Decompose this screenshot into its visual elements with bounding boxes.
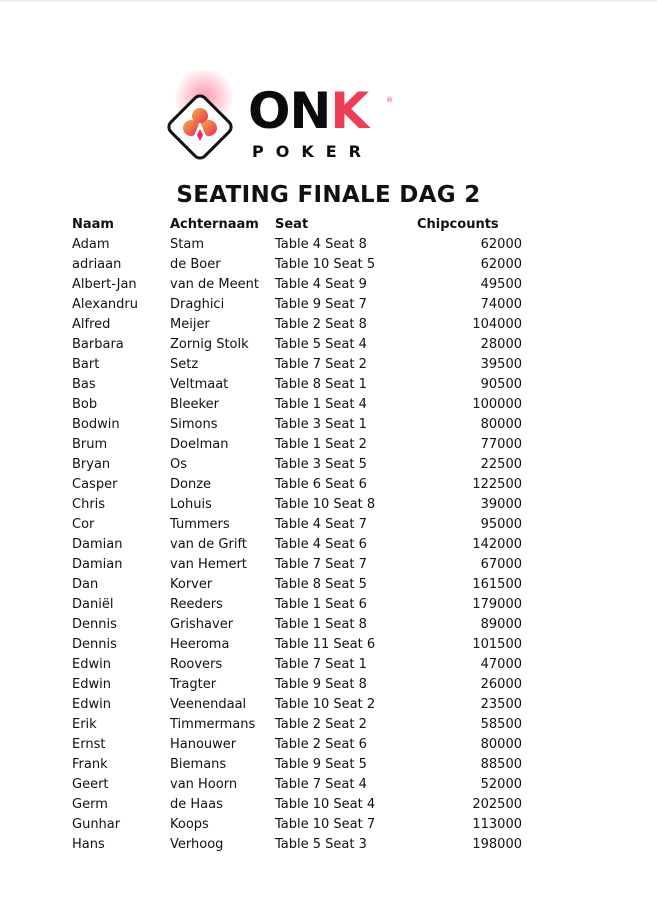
- last-name-cell: Simons: [170, 417, 218, 432]
- table-row: [0, 535, 657, 555]
- first-name-cell: Damian: [72, 537, 123, 552]
- first-name-cell: Casper: [72, 477, 118, 492]
- last-name-cell: Heeroma: [170, 637, 230, 652]
- first-name-cell: Cor: [72, 517, 95, 532]
- table-row: [0, 395, 657, 415]
- table-row: [0, 475, 657, 495]
- table-row: [0, 295, 657, 315]
- first-name-cell: Ernst: [72, 737, 106, 752]
- last-name-cell: Veltmaat: [170, 377, 229, 392]
- last-name-cell: Veenendaal: [170, 697, 247, 712]
- seat-cell: Table 1 Seat 4: [275, 397, 367, 412]
- last-name-cell: Verhoog: [170, 837, 224, 852]
- first-name-cell: Edwin: [72, 657, 111, 672]
- chipcount-cell: 88500: [480, 757, 522, 772]
- column-header-chipcounts: Chipcounts: [417, 217, 499, 232]
- first-name-cell: Bodwin: [72, 417, 120, 432]
- chipcount-cell: 161500: [472, 577, 522, 592]
- table-row: [0, 795, 657, 815]
- seat-cell: Table 11 Seat 6: [275, 637, 376, 652]
- last-name-cell: Koops: [170, 817, 209, 832]
- table-row: [0, 415, 657, 435]
- chipcount-cell: 49500: [480, 277, 522, 292]
- chipcount-cell: 74000: [480, 297, 522, 312]
- seat-cell: Table 10 Seat 2: [275, 697, 376, 712]
- last-name-cell: Os: [170, 457, 188, 472]
- first-name-cell: Bryan: [72, 457, 111, 472]
- first-name-cell: Barbara: [72, 337, 124, 352]
- seat-cell: Table 3 Seat 5: [275, 457, 367, 472]
- table-row: [0, 635, 657, 655]
- chipcount-cell: 77000: [480, 437, 522, 452]
- chipcount-cell: 26000: [480, 677, 522, 692]
- first-name-cell: Erik: [72, 717, 97, 732]
- seat-cell: Table 9 Seat 8: [275, 677, 367, 692]
- last-name-cell: Tummers: [170, 517, 230, 532]
- table-row: [0, 815, 657, 835]
- seat-cell: Table 1 Seat 8: [275, 617, 367, 632]
- first-name-cell: Dennis: [72, 637, 117, 652]
- last-name-cell: van Hemert: [170, 557, 247, 572]
- last-name-cell: Zornig Stolk: [170, 337, 249, 352]
- seat-cell: Table 4 Seat 6: [275, 537, 367, 552]
- seat-cell: Table 2 Seat 2: [275, 717, 367, 732]
- seat-cell: Table 10 Seat 8: [275, 497, 376, 512]
- chipcount-cell: 101500: [472, 637, 522, 652]
- first-name-cell: Damian: [72, 557, 123, 572]
- last-name-cell: Hanouwer: [170, 737, 237, 752]
- table-row: [0, 275, 657, 295]
- chipcount-cell: 28000: [480, 337, 522, 352]
- first-name-cell: Alfred: [72, 317, 111, 332]
- chipcount-cell: 202500: [472, 797, 522, 812]
- table-header: [0, 215, 657, 235]
- chipcount-cell: 62000: [480, 257, 522, 272]
- chipcount-cell: 100000: [472, 397, 522, 412]
- registered-mark: ®: [386, 96, 393, 104]
- seat-cell: Table 9 Seat 7: [275, 297, 367, 312]
- table-row: [0, 735, 657, 755]
- seat-cell: Table 7 Seat 1: [275, 657, 367, 672]
- chipcount-cell: 113000: [472, 817, 522, 832]
- page-title: SEATING FINALE DAG 2: [176, 182, 481, 208]
- seat-cell: Table 5 Seat 3: [275, 837, 367, 852]
- seat-cell: Table 7 Seat 7: [275, 557, 367, 572]
- last-name-cell: van Hoorn: [170, 777, 238, 792]
- table-row: [0, 675, 657, 695]
- chipcount-cell: 95000: [480, 517, 522, 532]
- table-row: [0, 755, 657, 775]
- seat-cell: Table 10 Seat 7: [275, 817, 376, 832]
- last-name-cell: Setz: [170, 357, 199, 372]
- last-name-cell: Biemans: [170, 757, 227, 772]
- last-name-cell: Lohuis: [170, 497, 212, 512]
- last-name-cell: Doelman: [170, 437, 229, 452]
- table-row: [0, 595, 657, 615]
- table-row: [0, 715, 657, 735]
- seat-cell: Table 9 Seat 5: [275, 757, 367, 772]
- first-name-cell: Edwin: [72, 697, 111, 712]
- chipcount-cell: 67000: [480, 557, 522, 572]
- table-row: [0, 555, 657, 575]
- club-diamond-logo-icon: [162, 89, 238, 165]
- first-name-cell: Chris: [72, 497, 106, 512]
- seat-cell: Table 5 Seat 4: [275, 337, 367, 352]
- chipcount-cell: 90500: [480, 377, 522, 392]
- table-row: [0, 615, 657, 635]
- chipcount-cell: 142000: [472, 537, 522, 552]
- last-name-cell: Bleeker: [170, 397, 219, 412]
- seat-cell: Table 3 Seat 1: [275, 417, 367, 432]
- chipcount-cell: 80000: [480, 417, 522, 432]
- seat-cell: Table 8 Seat 5: [275, 577, 367, 592]
- table-row: [0, 455, 657, 475]
- first-name-cell: adriaan: [72, 257, 122, 272]
- seat-cell: Table 8 Seat 1: [275, 377, 367, 392]
- seat-cell: Table 1 Seat 6: [275, 597, 367, 612]
- last-name-cell: van de Meent: [170, 277, 259, 292]
- chipcount-cell: 122500: [472, 477, 522, 492]
- last-name-cell: van de Grift: [170, 537, 247, 552]
- seat-cell: Table 1 Seat 2: [275, 437, 367, 452]
- chipcount-cell: 47000: [480, 657, 522, 672]
- seat-cell: Table 4 Seat 7: [275, 517, 367, 532]
- seat-cell: Table 10 Seat 5: [275, 257, 376, 272]
- table-row: [0, 775, 657, 795]
- seat-cell: Table 2 Seat 6: [275, 737, 367, 752]
- chipcount-cell: 58500: [480, 717, 522, 732]
- chipcount-cell: 23500: [480, 697, 522, 712]
- chipcount-cell: 39000: [480, 497, 522, 512]
- table-row: [0, 515, 657, 535]
- first-name-cell: Dan: [72, 577, 99, 592]
- first-name-cell: Bas: [72, 377, 96, 392]
- last-name-cell: Tragter: [170, 677, 217, 692]
- last-name-cell: Donze: [170, 477, 212, 492]
- first-name-cell: Edwin: [72, 677, 111, 692]
- last-name-cell: Meijer: [170, 317, 210, 332]
- table-row: [0, 655, 657, 675]
- table-row: [0, 435, 657, 455]
- logo-wordmark: ONK: [248, 82, 369, 140]
- first-name-cell: Daniël: [72, 597, 114, 612]
- chipcount-cell: 52000: [480, 777, 522, 792]
- seat-cell: Table 10 Seat 4: [275, 797, 376, 812]
- table-row: [0, 355, 657, 375]
- last-name-cell: de Haas: [170, 797, 223, 812]
- first-name-cell: Geert: [72, 777, 109, 792]
- first-name-cell: Hans: [72, 837, 105, 852]
- chipcount-cell: 104000: [472, 317, 522, 332]
- chipcount-cell: 179000: [472, 597, 522, 612]
- seat-cell: Table 2 Seat 8: [275, 317, 367, 332]
- table-row: [0, 335, 657, 355]
- column-header-last-name: Achternaam: [170, 217, 259, 232]
- page-top-border: [0, 0, 657, 2]
- table-row: [0, 255, 657, 275]
- last-name-cell: Stam: [170, 237, 204, 252]
- onk-poker-logo: [160, 70, 400, 166]
- column-header-seat: Seat: [275, 217, 309, 232]
- chipcount-cell: 62000: [480, 237, 522, 252]
- chipcount-cell: 39500: [480, 357, 522, 372]
- chipcount-cell: 198000: [472, 837, 522, 852]
- last-name-cell: Grishaver: [170, 617, 234, 632]
- first-name-cell: Alexandru: [72, 297, 139, 312]
- table-row: [0, 235, 657, 255]
- first-name-cell: Brum: [72, 437, 108, 452]
- last-name-cell: Korver: [170, 577, 213, 592]
- first-name-cell: Albert-Jan: [72, 277, 137, 292]
- seat-cell: Table 6 Seat 6: [275, 477, 367, 492]
- seat-cell: Table 4 Seat 9: [275, 277, 367, 292]
- chipcount-cell: 89000: [480, 617, 522, 632]
- table-row: [0, 375, 657, 395]
- first-name-cell: Bart: [72, 357, 100, 372]
- first-name-cell: Frank: [72, 757, 108, 772]
- seat-cell: Table 7 Seat 4: [275, 777, 367, 792]
- last-name-cell: Reeders: [170, 597, 223, 612]
- table-row: [0, 835, 657, 855]
- column-header-first-name: Naam: [72, 217, 114, 232]
- last-name-cell: Timmermans: [170, 717, 256, 732]
- logo-subtitle: POKER: [252, 142, 373, 161]
- table-row: [0, 695, 657, 715]
- first-name-cell: Gunhar: [72, 817, 121, 832]
- first-name-cell: Adam: [72, 237, 110, 252]
- chipcount-cell: 80000: [480, 737, 522, 752]
- table-row: [0, 495, 657, 515]
- last-name-cell: Draghici: [170, 297, 225, 312]
- chipcount-cell: 22500: [480, 457, 522, 472]
- seat-cell: Table 4 Seat 8: [275, 237, 367, 252]
- last-name-cell: de Boer: [170, 257, 221, 272]
- seat-cell: Table 7 Seat 2: [275, 357, 367, 372]
- table-row: [0, 315, 657, 335]
- first-name-cell: Bob: [72, 397, 98, 412]
- table-row: [0, 575, 657, 595]
- last-name-cell: Roovers: [170, 657, 223, 672]
- first-name-cell: Dennis: [72, 617, 117, 632]
- first-name-cell: Germ: [72, 797, 108, 812]
